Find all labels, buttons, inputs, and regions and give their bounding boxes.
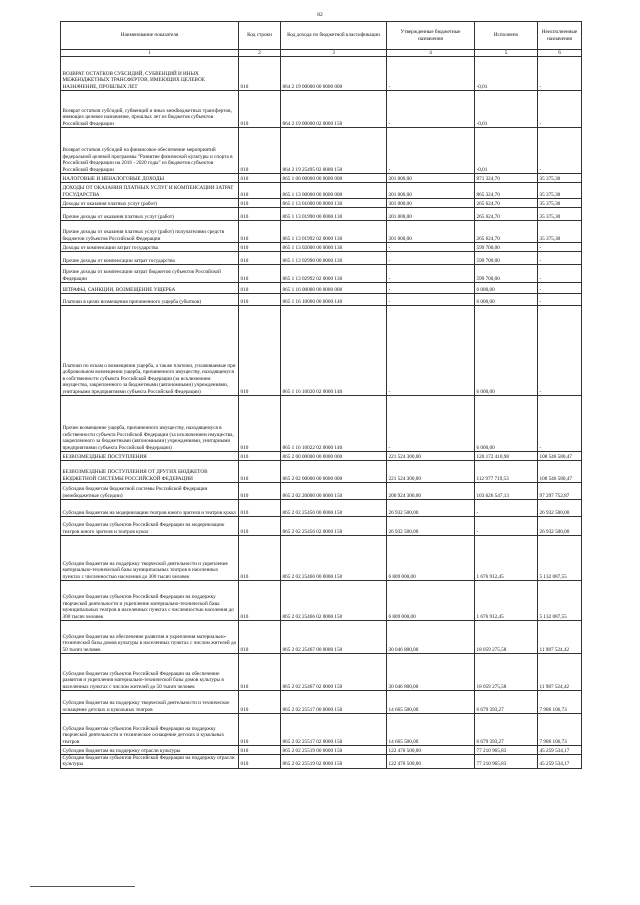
row-line-code: 010 bbox=[239, 283, 281, 294]
row-name: Субсидии бюджетам субъектов Российской Федерации на модернизацию театров юного зрителя и театров кукол bbox=[61, 517, 239, 536]
row-budget-code: 865 1 16 10022 02 0000 140 bbox=[281, 396, 387, 452]
row-remaining: 35 375,30 bbox=[538, 221, 582, 243]
page-number: 82 bbox=[317, 12, 323, 18]
row-remaining: - bbox=[538, 283, 582, 294]
table-row bbox=[61, 283, 582, 294]
row-executed: 865 324,70 bbox=[475, 183, 538, 199]
header-executed: Исполнено bbox=[475, 22, 538, 50]
row-remaining: 35 375,30 bbox=[538, 208, 582, 221]
row-line-code: 010 bbox=[239, 714, 281, 746]
table-row bbox=[61, 221, 582, 243]
row-remaining: 45 259 534,17 bbox=[538, 755, 582, 769]
column-number: 3 bbox=[281, 50, 387, 57]
header-code: Код строки bbox=[239, 22, 281, 50]
row-remaining: 35 375,30 bbox=[538, 183, 582, 199]
table-row bbox=[61, 621, 582, 654]
row-approved: - bbox=[387, 283, 475, 294]
row-budget-code: 865 2 02 25456 02 0000 150 bbox=[281, 517, 387, 536]
row-executed: 77 210 965,83 bbox=[475, 755, 538, 769]
row-line-code: 010 bbox=[239, 265, 281, 283]
row-line-code: 010 bbox=[239, 91, 281, 128]
row-remaining: 97 297 752,87 bbox=[538, 483, 582, 500]
row-name: Прочие доходы от компенсации затрат государства bbox=[61, 252, 239, 265]
table-row bbox=[61, 183, 582, 199]
row-line-code: 010 bbox=[239, 483, 281, 500]
row-executed: 599 700,00 bbox=[475, 265, 538, 283]
row-budget-code: 865 1 13 02990 00 0000 130 bbox=[281, 252, 387, 265]
row-executed: - bbox=[475, 517, 538, 536]
row-approved: 6 809 000,00 bbox=[387, 536, 475, 581]
row-approved: - bbox=[387, 91, 475, 128]
header-approved: Утвержденные бюджетные назначения bbox=[387, 22, 475, 50]
row-line-code: 010 bbox=[239, 500, 281, 517]
row-budget-code: 865 1 00 00000 00 0000 000 bbox=[281, 174, 387, 183]
row-name: Субсидии бюджетам на поддержку творческой деятельности и техническое оснащение детских и кукольных театров bbox=[61, 691, 239, 714]
row-approved: - bbox=[387, 128, 475, 174]
row-executed: - bbox=[475, 500, 538, 517]
row-budget-code: 865 1 13 02000 00 0000 130 bbox=[281, 243, 387, 252]
row-remaining: - bbox=[538, 396, 582, 452]
row-line-code: 010 bbox=[239, 174, 281, 183]
table-row bbox=[61, 265, 582, 283]
row-line-code: 010 bbox=[239, 581, 281, 621]
row-approved: 30 046 800,00 bbox=[387, 621, 475, 654]
table-row bbox=[61, 57, 582, 91]
row-budget-code: 865 2 02 25517 00 0000 150 bbox=[281, 691, 387, 714]
row-budget-code: 865 2 02 25519 02 0000 150 bbox=[281, 755, 387, 769]
row-name: Возврат остатков субсидий на финансовое обеспечение мероприятий федеральной целевой программы "Развитие физической культуры и спорта в Российской Федерации на 2016 - 2020 годы" из бюджетов субъектов Российской Федерации bbox=[61, 128, 239, 174]
row-budget-code: 864 2 19 25495 02 0000 150 bbox=[281, 128, 387, 174]
row-budget-code: 865 1 16 10020 02 0000 140 bbox=[281, 306, 387, 396]
header-remaining: Неисполненные назначения bbox=[538, 22, 582, 50]
row-remaining: 5 132 087,55 bbox=[538, 581, 582, 621]
table-row bbox=[61, 452, 582, 461]
row-approved: - bbox=[387, 252, 475, 265]
row-line-code: 010 bbox=[239, 452, 281, 461]
revenue-table bbox=[60, 21, 582, 769]
table-row bbox=[61, 243, 582, 252]
table-row bbox=[61, 746, 582, 755]
row-executed: 6 000,00 bbox=[475, 294, 538, 306]
row-name: Доходы от компенсации затрат государства bbox=[61, 243, 239, 252]
table-row bbox=[61, 306, 582, 396]
row-approved: 14 665 500,00 bbox=[387, 691, 475, 714]
row-remaining: - bbox=[538, 57, 582, 91]
row-remaining: 35 375,30 bbox=[538, 174, 582, 183]
row-name: Субсидии бюджетам субъектов Российской Федерации на поддержку творческой деятельности и укрепление материально-технической базы муниципальных театров в населенных пунктах с численностью населения до 300 тысяч человек bbox=[61, 581, 239, 621]
row-name: Субсидии бюджетам субъектов Российской Федерации на поддержку творческой деятельности и техническое оснащение детских и кукольных театров bbox=[61, 714, 239, 746]
row-approved: 26 932 500,00 bbox=[387, 500, 475, 517]
row-line-code: 010 bbox=[239, 294, 281, 306]
row-remaining: 35 375,30 bbox=[538, 199, 582, 208]
table-row bbox=[61, 755, 582, 769]
row-remaining: 26 932 500,00 bbox=[538, 500, 582, 517]
row-executed: 1 676 912,45 bbox=[475, 536, 538, 581]
table-row bbox=[61, 691, 582, 714]
row-budget-code: 865 2 00 00000 00 0000 000 bbox=[281, 452, 387, 461]
row-name: Доходы от оказания платных услуг (работ) bbox=[61, 199, 239, 208]
row-name: Возврат остатков субсидий, субвенций и иных межбюджетных трансфертов, имеющих целевое назначение, прошлых лет из бюджетов субъектов Российской Федерации bbox=[61, 91, 239, 128]
table-row bbox=[61, 654, 582, 691]
row-remaining: - bbox=[538, 265, 582, 283]
row-name: Субсидии бюджетам субъектов Российской Федерации на обеспечение развития и укрепления материально-технической базы домов культуры в населенных пунктах с числом жителей до 50 тысяч человек bbox=[61, 654, 239, 691]
row-name: ШТРАФЫ, САНКЦИИ, ВОЗМЕЩЕНИЕ УЩЕРБА bbox=[61, 283, 239, 294]
table-row bbox=[61, 517, 582, 536]
row-name: Субсидии бюджетам на поддержку творческой деятельности и укрепление материально-технической базы муниципальных театров в населенных пунктах с численностью населения до 300 тысяч человек bbox=[61, 536, 239, 581]
row-executed: -0,01 bbox=[475, 128, 538, 174]
row-name: Платежи по искам о возмещении ущерба, а также платежи, уплачиваемые при добровольном возмещении ущерба, причиненного имуществу, находящемуся в собственности субъекта Российской Федерации (за исключением имущества, закрепленного за бюджетными (автономными) учреждениями, унитарными предприятиями субъекта Российской Федерации) bbox=[61, 306, 239, 396]
row-executed: 265 624,70 bbox=[475, 208, 538, 221]
row-approved: 6 809 000,00 bbox=[387, 581, 475, 621]
row-approved: 301 000,00 bbox=[387, 174, 475, 183]
table-row bbox=[61, 294, 582, 306]
row-budget-code: 865 2 02 00000 00 0000 000 bbox=[281, 461, 387, 483]
row-budget-code: 864 2 19 00000 02 0000 150 bbox=[281, 91, 387, 128]
table-row bbox=[61, 536, 582, 581]
row-budget-code: 864 2 19 00000 00 0000 000 bbox=[281, 57, 387, 91]
row-remaining: - bbox=[538, 252, 582, 265]
table-row bbox=[61, 199, 582, 208]
row-executed: 6 679 393,27 bbox=[475, 714, 538, 746]
row-name: БЕЗВОЗМЕЗДНЫЕ ПОСТУПЛЕНИЯ bbox=[61, 452, 239, 461]
row-executed: 120 172 410,98 bbox=[475, 452, 538, 461]
row-approved: 301 000,00 bbox=[387, 208, 475, 221]
column-number: 6 bbox=[538, 50, 582, 57]
row-name: Субсидии бюджетам на модернизацию театров юного зрителя и театров кукол bbox=[61, 500, 239, 517]
row-line-code: 010 bbox=[239, 252, 281, 265]
row-budget-code: 865 1 16 10000 00 0000 140 bbox=[281, 294, 387, 306]
row-remaining: 7 986 106,73 bbox=[538, 714, 582, 746]
row-executed: 265 624,70 bbox=[475, 221, 538, 243]
row-executed: 6 000,00 bbox=[475, 283, 538, 294]
row-budget-code: 865 1 13 02992 02 0000 130 bbox=[281, 265, 387, 283]
row-budget-code: 865 2 02 20000 00 0000 150 bbox=[281, 483, 387, 500]
row-approved: 221 524 300,00 bbox=[387, 461, 475, 483]
row-remaining: - bbox=[538, 306, 582, 396]
table-row bbox=[61, 581, 582, 621]
row-budget-code: 865 1 13 01990 00 0000 130 bbox=[281, 208, 387, 221]
row-executed: 6 000,00 bbox=[475, 306, 538, 396]
column-number: 2 bbox=[239, 50, 281, 57]
row-approved: 122 470 500,00 bbox=[387, 746, 475, 755]
row-approved: - bbox=[387, 265, 475, 283]
row-budget-code: 865 2 02 25466 00 0000 150 bbox=[281, 536, 387, 581]
row-name: Прочие доходы от оказания платных услуг (работ) получателями средств бюджетов субъектов Российской Федерации bbox=[61, 221, 239, 243]
row-line-code: 010 bbox=[239, 199, 281, 208]
row-approved: - bbox=[387, 306, 475, 396]
row-name: Прочее возмещение ущерба, причиненного имуществу, находящемуся в собственности субъекта Российской Федерации (за исключением имущества, закрепленного за бюджетными (автономными) учреждениями, унитарными предприятиями субъекта Российской Федерации) bbox=[61, 396, 239, 452]
column-number: 1 bbox=[61, 50, 239, 57]
row-line-code: 010 bbox=[239, 128, 281, 174]
row-remaining: - bbox=[538, 91, 582, 128]
row-remaining: 11 987 524,42 bbox=[538, 654, 582, 691]
row-line-code: 010 bbox=[239, 221, 281, 243]
row-name: Субсидии бюджетам бюджетной системы Российской Федерации (межбюджетные субсидии) bbox=[61, 483, 239, 500]
header-row bbox=[61, 22, 582, 50]
table-row bbox=[61, 714, 582, 746]
row-budget-code: 865 1 13 00000 00 0000 000 bbox=[281, 183, 387, 199]
row-approved: 301 000,00 bbox=[387, 199, 475, 208]
column-number-row bbox=[61, 50, 582, 57]
column-number: 4 bbox=[387, 50, 475, 57]
table-row bbox=[61, 208, 582, 221]
header-kbk: Код дохода по бюджетной классификации bbox=[281, 22, 387, 50]
header-name: Наименование показателя bbox=[61, 22, 239, 50]
row-approved: - bbox=[387, 243, 475, 252]
row-name: Субсидии бюджетам на обеспечение развития и укрепления материально-технической базы домов культуры в населенных пунктах с числом жителей до 50 тысяч человек bbox=[61, 621, 239, 654]
row-approved: 122 470 500,00 bbox=[387, 755, 475, 769]
row-remaining: 45 259 534,17 bbox=[538, 746, 582, 755]
row-name: Прочие доходы от оказания платных услуг (работ) bbox=[61, 208, 239, 221]
row-executed: 103 626 547,13 bbox=[475, 483, 538, 500]
row-remaining: 108 546 580,47 bbox=[538, 452, 582, 461]
table-row bbox=[61, 128, 582, 174]
row-approved: - bbox=[387, 294, 475, 306]
row-remaining: - bbox=[538, 294, 582, 306]
row-executed: 265 624,70 bbox=[475, 199, 538, 208]
row-budget-code: 865 2 02 25519 00 0000 150 bbox=[281, 746, 387, 755]
row-approved: 301 000,00 bbox=[387, 221, 475, 243]
row-budget-code: 865 2 02 25466 02 0000 150 bbox=[281, 581, 387, 621]
table-row bbox=[61, 91, 582, 128]
row-line-code: 010 bbox=[239, 654, 281, 691]
row-line-code: 010 bbox=[239, 396, 281, 452]
row-budget-code: 865 2 02 25456 00 0000 150 bbox=[281, 500, 387, 517]
row-approved: 30 046 800,00 bbox=[387, 654, 475, 691]
row-approved: 26 932 500,00 bbox=[387, 517, 475, 536]
row-line-code: 010 bbox=[239, 755, 281, 769]
row-name: Субсидии бюджетам субъектов Российской Федерации на поддержку отрасли культуры bbox=[61, 755, 239, 769]
row-line-code: 010 bbox=[239, 57, 281, 91]
row-budget-code: 865 2 02 25467 02 0000 150 bbox=[281, 654, 387, 691]
table-row bbox=[61, 396, 582, 452]
row-executed: 871 324,70 bbox=[475, 174, 538, 183]
row-approved: - bbox=[387, 57, 475, 91]
row-executed: 18 059 275,58 bbox=[475, 654, 538, 691]
row-executed: 77 210 965,83 bbox=[475, 746, 538, 755]
row-approved: - bbox=[387, 396, 475, 452]
row-executed: 6 000,00 bbox=[475, 396, 538, 452]
row-executed: 1 676 912,45 bbox=[475, 581, 538, 621]
row-name: Платежи в целях возмещения причиненного ущерба (убытков) bbox=[61, 294, 239, 306]
footnote-separator bbox=[30, 886, 135, 887]
row-executed: 112 977 719,53 bbox=[475, 461, 538, 483]
row-name: ДОХОДЫ ОТ ОКАЗАНИЯ ПЛАТНЫХ УСЛУГ И КОМПЕНСАЦИИ ЗАТРАТ ГОСУДАРСТВА bbox=[61, 183, 239, 199]
row-budget-code: 865 2 02 25517 02 0000 150 bbox=[281, 714, 387, 746]
table-row bbox=[61, 483, 582, 500]
table-row bbox=[61, 252, 582, 265]
table-row bbox=[61, 174, 582, 183]
row-budget-code: 865 2 02 25467 00 0000 150 bbox=[281, 621, 387, 654]
row-name: Субсидии бюджетам на поддержку отрасли культуры bbox=[61, 746, 239, 755]
row-approved: 14 665 500,00 bbox=[387, 714, 475, 746]
column-number: 5 bbox=[475, 50, 538, 57]
table-row bbox=[61, 500, 582, 517]
row-executed: -0,01 bbox=[475, 91, 538, 128]
row-line-code: 010 bbox=[239, 746, 281, 755]
row-line-code: 010 bbox=[239, 536, 281, 581]
row-name: Прочие доходы от компенсации затрат бюджетов субъектов Российской Федерации bbox=[61, 265, 239, 283]
table-row bbox=[61, 461, 582, 483]
row-line-code: 010 bbox=[239, 306, 281, 396]
row-line-code: 010 bbox=[239, 621, 281, 654]
row-line-code: 010 bbox=[239, 517, 281, 536]
row-remaining: 108 546 580,47 bbox=[538, 461, 582, 483]
row-budget-code: 865 1 13 01992 02 0000 130 bbox=[281, 221, 387, 243]
row-remaining: 5 132 087,55 bbox=[538, 536, 582, 581]
row-line-code: 010 bbox=[239, 243, 281, 252]
row-approved: 221 524 300,00 bbox=[387, 452, 475, 461]
row-name: БЕЗВОЗМЕЗДНЫЕ ПОСТУПЛЕНИЯ ОТ ДРУГИХ БЮДЖЕТОВ БЮДЖЕТНОЙ СИСТЕМЫ РОССИЙСКОЙ ФЕДЕРАЦИИ bbox=[61, 461, 239, 483]
row-executed: 6 679 393,27 bbox=[475, 691, 538, 714]
row-name: НАЛОГОВЫЕ И НЕНАЛОГОВЫЕ ДОХОДЫ bbox=[61, 174, 239, 183]
row-budget-code: 865 1 16 00000 00 0000 000 bbox=[281, 283, 387, 294]
row-name: ВОЗВРАТ ОСТАТКОВ СУБСИДИЙ, СУБВЕНЦИЙ И ИНЫХ МЕЖБЮДЖЕТНЫХ ТРАНСФЕРТОВ, ИМЕЮЩИХ ЦЕЛЕВОЕ НАЗНАЧЕНИЕ, ПРОШЛЫХ ЛЕТ bbox=[61, 57, 239, 91]
row-line-code: 010 bbox=[239, 691, 281, 714]
row-remaining: 11 987 524,42 bbox=[538, 621, 582, 654]
row-line-code: 010 bbox=[239, 208, 281, 221]
row-line-code: 010 bbox=[239, 183, 281, 199]
row-line-code: 010 bbox=[239, 461, 281, 483]
row-executed: 599 700,00 bbox=[475, 252, 538, 265]
row-remaining: - bbox=[538, 243, 582, 252]
row-remaining: - bbox=[538, 128, 582, 174]
row-budget-code: 865 1 13 01000 00 0000 130 bbox=[281, 199, 387, 208]
row-executed: 599 700,00 bbox=[475, 243, 538, 252]
row-executed: -0,01 bbox=[475, 57, 538, 91]
row-approved: 301 000,00 bbox=[387, 183, 475, 199]
row-approved: 200 924 300,00 bbox=[387, 483, 475, 500]
row-remaining: 7 986 106,73 bbox=[538, 691, 582, 714]
row-remaining: 26 932 500,00 bbox=[538, 517, 582, 536]
row-executed: 18 059 275,58 bbox=[475, 621, 538, 654]
